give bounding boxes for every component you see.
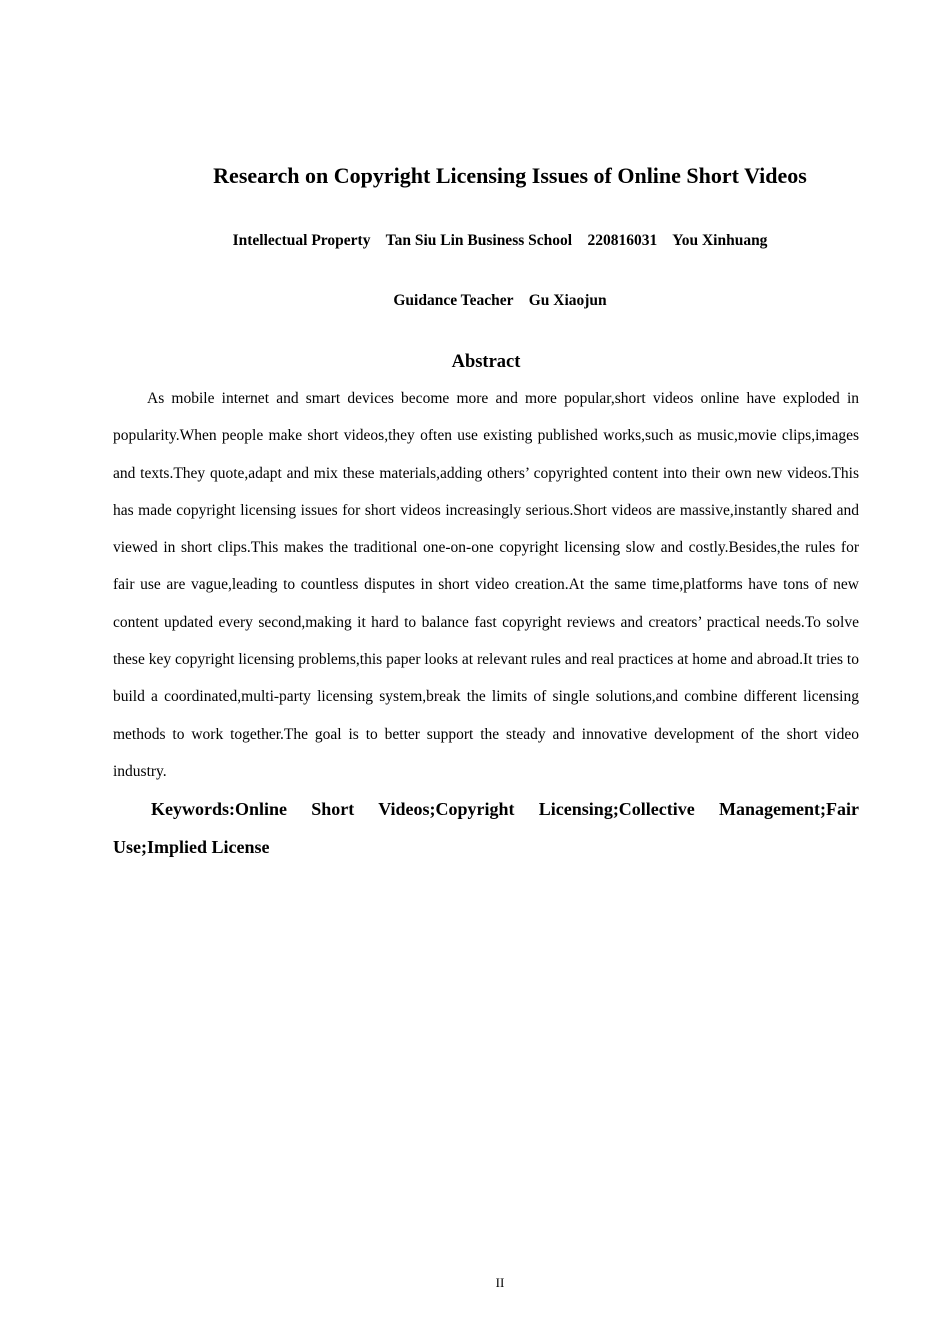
abstract-heading: Abstract (451, 352, 521, 372)
keywords: Keywords:Online Short Videos;Copyright Licensing;Collective Management;Fair Use;Implied License (113, 799, 859, 857)
paper-title: Research on Copyright Licensing Issues of Online Short Videos (213, 163, 807, 188)
author-info: Intellectual Property Tan Siu Lin Business School 220816031 You Xinhuang (232, 232, 768, 249)
abstract-body: As mobile internet and smart devices become more and more popular,short videos online have exploded in popularity.When people make short videos,they often use existing published works,such as music,movie clips,images and texts.They quote,adapt and mix these materials,adding others’ copyrighted content into their own new videos.This has made copyright licensing issues for short videos increasingly serious.Short videos are massive,instantly shared and viewed in short clips.This makes the traditional one-on-one copyright licensing slow and costly.Besides,the rules for fair use are vague,leading to countless disputes in short video creation.At the same time,platforms have tons of new content updated every second,making it hard to balance fast copyright reviews and creators’ practical needs.To solve these key copyright licensing problems,this paper looks at relevant rules and real practices at home and abroad.It tries to build a coordinated,multi-party licensing system,break the limits of single solutions,and combine different licensing methods to work together.The goal is to better support the steady and innovative development of the short video industry. (113, 390, 859, 780)
page-number: II (495, 1275, 505, 1290)
guidance-teacher: Guidance Teacher Gu Xiaojun (393, 292, 607, 309)
